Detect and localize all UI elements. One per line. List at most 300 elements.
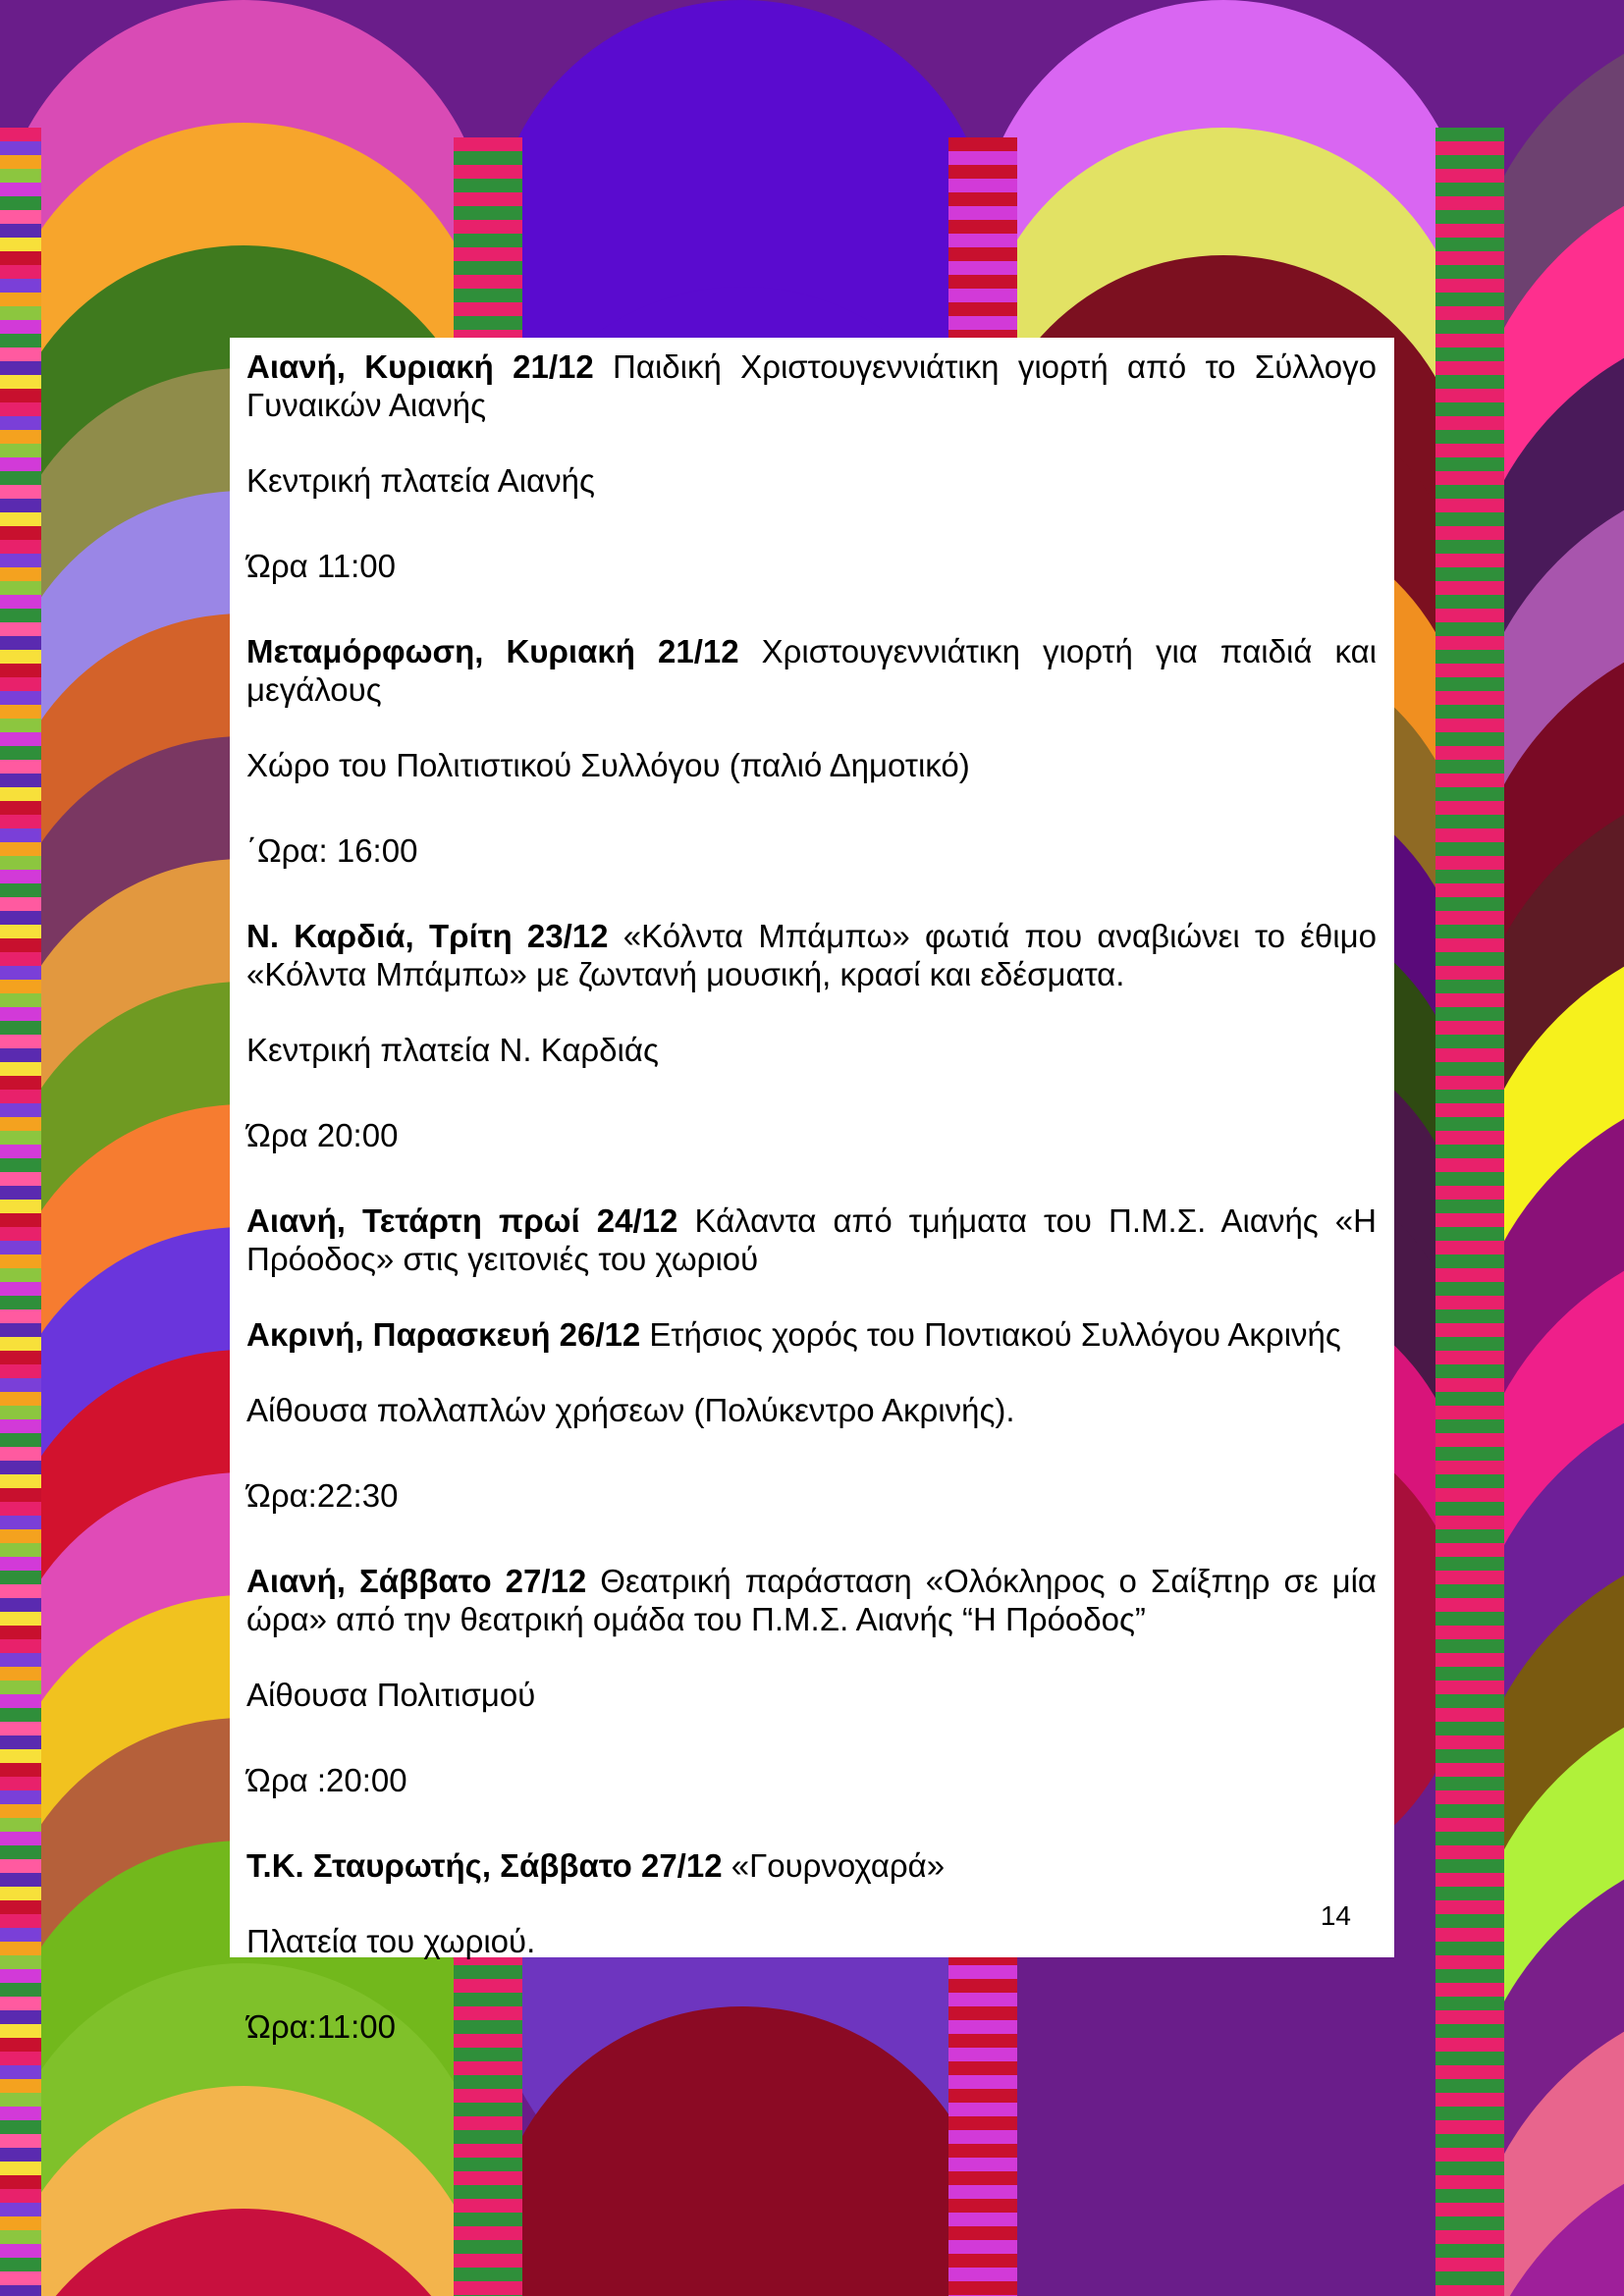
pattern-cell <box>1477 279 1490 293</box>
pattern-cell <box>1477 265 1490 279</box>
pattern-cell <box>0 2052 14 2065</box>
pattern-cell <box>1490 416 1504 430</box>
pattern-cell <box>1477 1584 1490 1598</box>
pattern-cell <box>1463 1392 1477 1406</box>
pattern-cell <box>1490 1763 1504 1777</box>
pattern-cell <box>962 2226 976 2240</box>
pattern-cell <box>509 234 522 247</box>
pattern-cell <box>0 966 14 980</box>
pattern-cell <box>14 828 27 842</box>
pattern-cell <box>0 499 14 512</box>
pattern-cell <box>1477 1832 1490 1845</box>
pattern-cell <box>1449 320 1463 334</box>
pattern-cell <box>0 1612 14 1626</box>
pattern-cell <box>467 289 481 302</box>
pattern-cell <box>14 856 27 870</box>
pattern-cell <box>1435 1557 1449 1571</box>
pattern-cell <box>1449 1790 1463 1804</box>
pattern-cell <box>1490 1942 1504 1955</box>
pattern-cell <box>1463 1763 1477 1777</box>
pattern-cell <box>14 1392 27 1406</box>
pattern-cell <box>1477 609 1490 622</box>
pattern-cell <box>14 1529 27 1543</box>
pattern-cell <box>1490 677 1504 691</box>
pattern-cell <box>1463 1103 1477 1117</box>
pattern-cell <box>1477 1337 1490 1351</box>
pattern-cell <box>1490 1804 1504 1818</box>
pattern-cell <box>0 595 14 609</box>
event-description: «Γουρνοχαρά» <box>722 1847 946 1884</box>
pattern-cell <box>14 2093 27 2107</box>
pattern-cell <box>1449 1928 1463 1942</box>
pattern-cell <box>1003 261 1017 275</box>
pattern-cell <box>1449 1378 1463 1392</box>
pattern-cell <box>27 1447 41 1461</box>
pattern-cell <box>1435 2285 1449 2296</box>
pattern-cell <box>1435 1241 1449 1255</box>
pattern-cell <box>1463 1461 1477 1474</box>
pattern-cell <box>0 856 14 870</box>
pattern-cell <box>14 1461 27 1474</box>
pattern-cell <box>1449 1900 1463 1914</box>
pattern-cell <box>495 247 509 261</box>
pattern-cell <box>1490 567 1504 581</box>
pattern-cell <box>0 774 14 787</box>
pattern-cell <box>0 1667 14 1681</box>
pattern-cell <box>27 238 41 251</box>
pattern-cell <box>27 1818 41 1832</box>
pattern-cell <box>27 293 41 306</box>
pattern-cell <box>1449 485 1463 499</box>
pattern-cell <box>1449 1337 1463 1351</box>
pattern-cell <box>1477 196 1490 210</box>
pattern-cell <box>1435 801 1449 815</box>
pattern-cell <box>1449 952 1463 966</box>
pattern-cell <box>14 169 27 183</box>
pattern-cell <box>1490 609 1504 622</box>
pattern-cell <box>1463 1035 1477 1048</box>
pattern-cell <box>1435 155 1449 169</box>
pattern-cell <box>1449 1708 1463 1722</box>
pattern-cell <box>948 137 962 151</box>
pattern-cell <box>1490 2175 1504 2189</box>
pattern-cell <box>1463 2216 1477 2230</box>
pattern-cell <box>1477 1158 1490 1172</box>
pattern-cell <box>1449 897 1463 911</box>
pattern-cell <box>1490 1832 1504 1845</box>
pattern-cell <box>1435 1131 1449 1145</box>
pattern-cell <box>1003 289 1017 302</box>
pattern-cell <box>454 165 467 179</box>
pattern-cell <box>14 1186 27 1200</box>
pattern-cell <box>1449 1200 1463 1213</box>
pattern-cell <box>14 1172 27 1186</box>
pattern-cell <box>495 2144 509 2158</box>
pattern-cell <box>27 993 41 1007</box>
pattern-cell <box>481 151 495 165</box>
pattern-cell <box>481 2116 495 2130</box>
pattern-cell <box>454 2281 467 2295</box>
pattern-cell <box>1435 1639 1449 1653</box>
pattern-cell <box>0 444 14 457</box>
pattern-cell <box>1490 883 1504 897</box>
pattern-cell <box>1435 1035 1449 1048</box>
pattern-cell <box>14 1983 27 1997</box>
pattern-cell <box>0 265 14 279</box>
event-date-location: Τ.Κ. Σταυρωτής, Σάββατο 27/12 <box>246 1847 723 1884</box>
pattern-cell <box>467 2130 481 2144</box>
pattern-cell <box>1463 2079 1477 2093</box>
pattern-cell <box>1463 540 1477 554</box>
pattern-cell <box>962 2048 976 2061</box>
pattern-cell <box>0 719 14 732</box>
pattern-cell <box>1490 540 1504 554</box>
pattern-cell <box>1449 1653 1463 1667</box>
pattern-cell <box>1490 1557 1504 1571</box>
pattern-cell <box>14 1433 27 1447</box>
pattern-cell <box>27 1117 41 1131</box>
pattern-cell <box>509 151 522 165</box>
pattern-cell <box>27 361 41 375</box>
pattern-cell <box>1449 1461 1463 1474</box>
pattern-cell <box>14 238 27 251</box>
pattern-cell <box>14 2230 27 2244</box>
pattern-cell <box>1449 1131 1463 1145</box>
pattern-cell <box>1435 966 1449 980</box>
pattern-cell <box>1490 1653 1504 1667</box>
pattern-cell <box>1003 2075 1017 2089</box>
pattern-cell <box>0 1309 14 1323</box>
pattern-cell <box>27 416 41 430</box>
pattern-cell <box>0 1090 14 1103</box>
pattern-cell <box>1435 691 1449 705</box>
pattern-cell <box>1477 883 1490 897</box>
pattern-cell <box>1490 980 1504 993</box>
pattern-cell <box>14 650 27 664</box>
pattern-cell <box>1490 2038 1504 2052</box>
pattern-cell <box>1463 1158 1477 1172</box>
pattern-cell <box>1463 925 1477 938</box>
event-6 <box>246 1562 1377 1799</box>
pattern-cell <box>14 1158 27 1172</box>
pattern-cell <box>1463 1172 1477 1186</box>
pattern-cell <box>1463 1200 1477 1213</box>
pattern-cell <box>14 1598 27 1612</box>
pattern-cell <box>1449 677 1463 691</box>
pattern-cell <box>0 2162 14 2175</box>
pattern-cell <box>27 1419 41 1433</box>
pattern-cell <box>1490 1543 1504 1557</box>
pattern-cell <box>948 2213 962 2226</box>
pattern-cell <box>14 1667 27 1681</box>
pattern-cell <box>1449 1502 1463 1516</box>
pattern-cell <box>1490 430 1504 444</box>
pattern-cell <box>1435 540 1449 554</box>
pattern-cell <box>1449 1873 1463 1887</box>
pattern-cell <box>1490 1790 1504 1804</box>
pattern-cell <box>1477 1227 1490 1241</box>
pattern-cell <box>976 275 990 289</box>
pattern-cell <box>1463 1543 1477 1557</box>
pattern-cell <box>27 787 41 801</box>
pattern-cell <box>14 1804 27 1818</box>
pattern-cell <box>976 2171 990 2185</box>
pattern-cell <box>1477 1351 1490 1364</box>
pattern-cell <box>14 347 27 361</box>
pattern-cell <box>1449 251 1463 265</box>
pattern-cell <box>1463 389 1477 402</box>
pattern-cell <box>1449 1859 1463 1873</box>
pattern-cell <box>1449 1351 1463 1364</box>
pattern-cell <box>1435 1845 1449 1859</box>
pattern-cell <box>1490 1502 1504 1516</box>
pattern-cell <box>990 2254 1003 2268</box>
pattern-cell <box>495 2268 509 2281</box>
pattern-cell <box>14 471 27 485</box>
pattern-cell <box>27 279 41 293</box>
pattern-cell <box>1477 251 1490 265</box>
pattern-cell <box>1477 774 1490 787</box>
pattern-cell <box>0 2134 14 2148</box>
pattern-cell <box>1449 1447 1463 1461</box>
pattern-cell <box>1463 719 1477 732</box>
pattern-cell <box>1449 705 1463 719</box>
pattern-cell <box>1449 1777 1463 1790</box>
pattern-cell <box>1490 1351 1504 1364</box>
pattern-cell <box>1463 499 1477 512</box>
pattern-cell <box>1477 334 1490 347</box>
pattern-cell <box>1490 622 1504 636</box>
pattern-cell <box>467 206 481 220</box>
pattern-cell <box>948 2185 962 2199</box>
pattern-cell <box>1435 1681 1449 1694</box>
pattern-cell <box>1435 2134 1449 2148</box>
pattern-cell <box>14 2120 27 2134</box>
pattern-cell <box>1449 1722 1463 1735</box>
pattern-cell <box>1449 1419 1463 1433</box>
pattern-cell <box>1463 320 1477 334</box>
pattern-cell <box>27 1351 41 1364</box>
pattern-cell <box>1490 1392 1504 1406</box>
pattern-cell <box>27 1282 41 1296</box>
pattern-cell <box>1490 1735 1504 1749</box>
pattern-cell <box>27 499 41 512</box>
pattern-cell <box>14 512 27 526</box>
pattern-cell <box>1477 760 1490 774</box>
pattern-cell <box>1463 760 1477 774</box>
pattern-cell <box>1463 1997 1477 2010</box>
pattern-cell <box>1435 1048 1449 1062</box>
pattern-cell <box>1463 224 1477 238</box>
pattern-cell <box>1463 1914 1477 1928</box>
pattern-cell <box>976 2075 990 2089</box>
pattern-cell <box>14 664 27 677</box>
pattern-cell <box>1449 1090 1463 1103</box>
pattern-cell <box>0 1213 14 1227</box>
pattern-cell <box>1435 457 1449 471</box>
pattern-cell <box>962 2130 976 2144</box>
pattern-cell <box>1477 746 1490 760</box>
pattern-cell <box>1435 471 1449 485</box>
pattern-cell <box>1435 1516 1449 1529</box>
pattern-cell <box>495 137 509 151</box>
pattern-cell <box>1477 2258 1490 2271</box>
pattern-cell <box>467 2116 481 2130</box>
pattern-cell <box>454 151 467 165</box>
pattern-cell <box>1435 911 1449 925</box>
pattern-cell <box>14 1942 27 1955</box>
pattern-cell <box>1435 719 1449 732</box>
pattern-cell <box>1463 2024 1477 2038</box>
pattern-cell <box>990 2268 1003 2281</box>
event-venue: Αίθουσα πολλαπλών χρήσεων (Πολύκεντρο Ακρινής). <box>246 1392 1015 1428</box>
pattern-cell <box>27 2244 41 2258</box>
pattern-cell <box>1435 1653 1449 1667</box>
pattern-cell <box>1490 196 1504 210</box>
pattern-cell <box>1435 375 1449 389</box>
pattern-cell <box>454 2089 467 2103</box>
pattern-cell <box>948 151 962 165</box>
pattern-cell <box>1435 856 1449 870</box>
pattern-cell <box>1435 746 1449 760</box>
pattern-cell <box>467 2254 481 2268</box>
pattern-cell <box>0 911 14 925</box>
pattern-cell <box>1449 636 1463 650</box>
pattern-cell <box>1490 1172 1504 1186</box>
pattern-cell <box>481 2089 495 2103</box>
pattern-cell <box>976 137 990 151</box>
pattern-cell <box>1490 1145 1504 1158</box>
pattern-cell <box>1449 980 1463 993</box>
pattern-cell <box>990 192 1003 206</box>
pattern-cell <box>481 261 495 275</box>
pattern-cell <box>1477 2230 1490 2244</box>
pattern-cell <box>481 2268 495 2281</box>
pattern-cell <box>0 1461 14 1474</box>
pattern-cell <box>1463 980 1477 993</box>
pattern-cell <box>1463 526 1477 540</box>
pattern-cell <box>1449 1804 1463 1818</box>
pattern-cell <box>1490 1076 1504 1090</box>
pattern-cell <box>27 1296 41 1309</box>
pattern-cell <box>481 247 495 261</box>
pattern-cell <box>14 1035 27 1048</box>
pattern-cell <box>1435 1337 1449 1351</box>
pattern-cell <box>27 169 41 183</box>
pattern-cell <box>481 275 495 289</box>
pattern-cell <box>1449 691 1463 705</box>
pattern-cell <box>1449 966 1463 980</box>
pattern-cell <box>1435 677 1449 691</box>
pattern-cell <box>1490 2093 1504 2107</box>
pattern-cell <box>14 1474 27 1488</box>
pattern-cell <box>1463 883 1477 897</box>
pattern-cell <box>14 1351 27 1364</box>
pattern-cell <box>1449 1818 1463 1832</box>
pattern-cell <box>962 2268 976 2281</box>
pattern-cell <box>509 2116 522 2130</box>
pattern-cell <box>990 2130 1003 2144</box>
pattern-cell <box>27 2216 41 2230</box>
pattern-cell <box>1449 567 1463 581</box>
pattern-cell <box>1477 2107 1490 2120</box>
pattern-cell <box>1449 279 1463 293</box>
pattern-cell <box>1477 1735 1490 1749</box>
pattern-cell <box>0 1392 14 1406</box>
pattern-cell <box>1449 128 1463 141</box>
pattern-cell <box>0 2024 14 2038</box>
pattern-cell <box>1435 2120 1449 2134</box>
pattern-cell <box>1449 1557 1463 1571</box>
pattern-cell <box>1463 636 1477 650</box>
pattern-cell <box>1435 1392 1449 1406</box>
pattern-cell <box>1449 444 1463 457</box>
pattern-cell <box>0 1722 14 1735</box>
pattern-cell <box>509 302 522 316</box>
pattern-cell <box>14 1928 27 1942</box>
pattern-cell <box>454 179 467 192</box>
pattern-cell <box>14 787 27 801</box>
pattern-cell <box>1449 870 1463 883</box>
pattern-cell <box>14 1763 27 1777</box>
pattern-cell <box>1490 293 1504 306</box>
pattern-cell <box>948 302 962 316</box>
pattern-cell <box>976 2048 990 2061</box>
pattern-cell <box>1477 540 1490 554</box>
pattern-cell <box>0 732 14 746</box>
event-heading <box>246 1846 1377 1885</box>
pattern-cell <box>962 179 976 192</box>
pattern-cell <box>1003 2213 1017 2226</box>
pattern-cell <box>1449 993 1463 1007</box>
pattern-cell <box>1477 595 1490 609</box>
pattern-cell <box>0 828 14 842</box>
pattern-cell <box>0 801 14 815</box>
pattern-cell <box>27 609 41 622</box>
pattern-cell <box>14 1955 27 1969</box>
pattern-cell <box>27 1323 41 1337</box>
pattern-cell <box>1435 1763 1449 1777</box>
pattern-cell <box>27 1914 41 1928</box>
pattern-cell <box>14 801 27 815</box>
pattern-cell <box>1449 499 1463 512</box>
pattern-cell <box>962 2075 976 2089</box>
pattern-cell <box>27 2134 41 2148</box>
pattern-cell <box>948 220 962 234</box>
pattern-cell <box>1463 1708 1477 1722</box>
event-date-location: Αιανή, Κυριακή 21/12 <box>246 348 594 385</box>
pattern-cell <box>0 238 14 251</box>
pattern-cell <box>1477 1076 1490 1090</box>
pattern-cell <box>1463 1213 1477 1227</box>
pattern-cell <box>467 2268 481 2281</box>
pattern-cell <box>1435 2230 1449 2244</box>
pattern-cell <box>1490 402 1504 416</box>
pattern-cell <box>1463 375 1477 389</box>
pattern-cell <box>27 1942 41 1955</box>
pattern-cell <box>454 137 467 151</box>
pattern-cell <box>1490 2107 1504 2120</box>
pattern-cell <box>1477 1667 1490 1681</box>
pattern-cell <box>1490 2134 1504 2148</box>
pattern-cell <box>1449 1735 1463 1749</box>
pattern-cell <box>1477 897 1490 911</box>
pattern-cell <box>1435 526 1449 540</box>
pattern-cell <box>14 897 27 911</box>
pattern-cell <box>962 151 976 165</box>
pattern-cell <box>27 801 41 815</box>
pattern-cell <box>1490 1309 1504 1323</box>
